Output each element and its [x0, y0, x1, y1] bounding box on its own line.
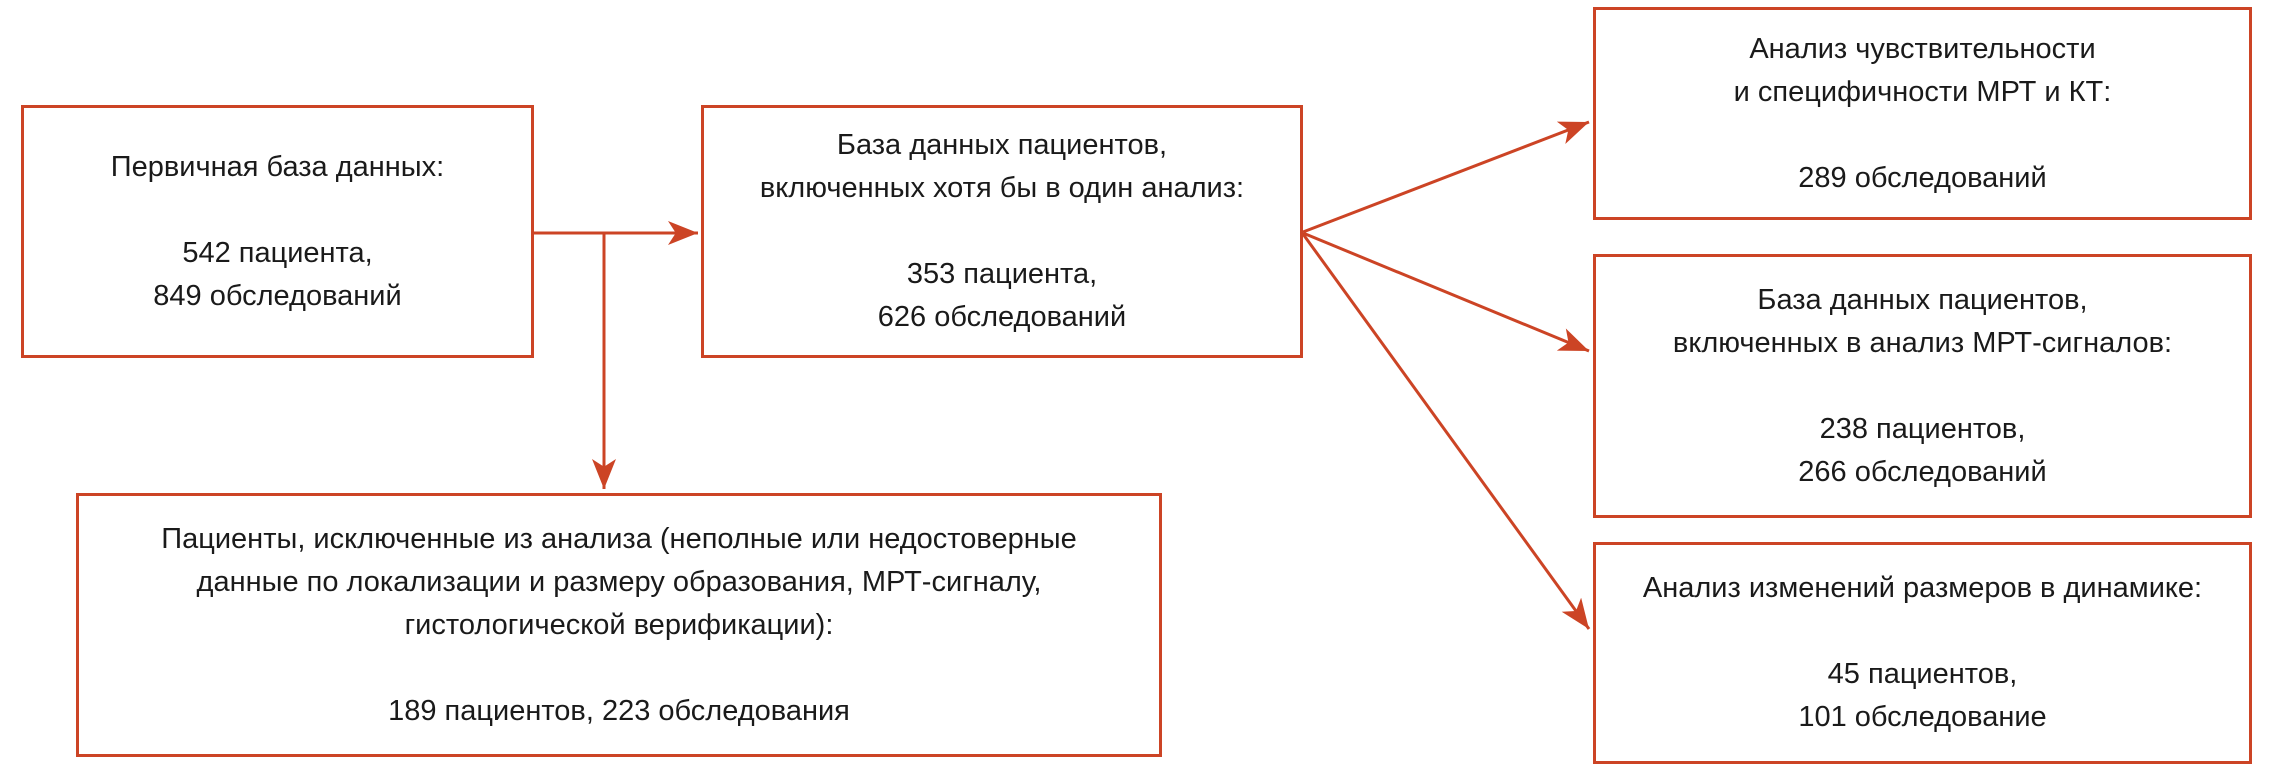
box-size-dynamics-analysis	[1593, 542, 2252, 764]
box-text-line: включенных хотя бы в один анализ:	[759, 172, 1245, 204]
box-text-line: База данных пациентов,	[1757, 283, 2088, 316]
box-text-line: 101 обследование	[1798, 701, 2047, 733]
box-mri-signal-analysis-database	[1593, 254, 2252, 518]
box-text-line: 266 обследований	[1798, 455, 2047, 488]
box-text-line: База данных пациентов,	[836, 129, 1168, 161]
box-text-line: 626 обследований	[877, 301, 1127, 333]
arrow-included-to-sensitivity	[1303, 122, 1589, 232]
box-text-line: и специфичности МРТ и КТ:	[1733, 75, 2112, 108]
box-text-line: 542 пациента,	[182, 236, 373, 269]
box-primary-database	[21, 105, 534, 358]
box-text-line: Пациенты, исключенные из анализа (неполные или недостоверные	[161, 522, 1077, 555]
box-sensitivity-specificity-analysis	[1593, 7, 2252, 220]
box-text-line: 189 пациентов, 223 обследования	[388, 694, 850, 727]
box-text-line: 45 пациентов,	[1827, 658, 2018, 690]
box-text-line: включенных в анализ МРТ-сигналов:	[1672, 326, 2173, 359]
box-text-line: 289 обследований	[1798, 161, 2047, 194]
box-text-line: 238 пациентов,	[1819, 412, 2026, 445]
box-text-line: 353 пациента,	[906, 258, 1098, 290]
box-excluded-patients	[76, 493, 1162, 757]
box-text-line: гистологической верификации):	[404, 608, 834, 641]
box-text-line: данные по локализации и размеру образования, МРТ-сигналу,	[196, 565, 1042, 598]
box-text-line: Анализ чувствительности	[1749, 32, 2096, 65]
box-text-line: Анализ изменений размеров в динамике:	[1642, 572, 2203, 604]
box-text-line: 849 обследований	[153, 279, 402, 312]
box-text-line: Первичная база данных:	[110, 150, 445, 183]
box-included-database	[701, 105, 1303, 358]
